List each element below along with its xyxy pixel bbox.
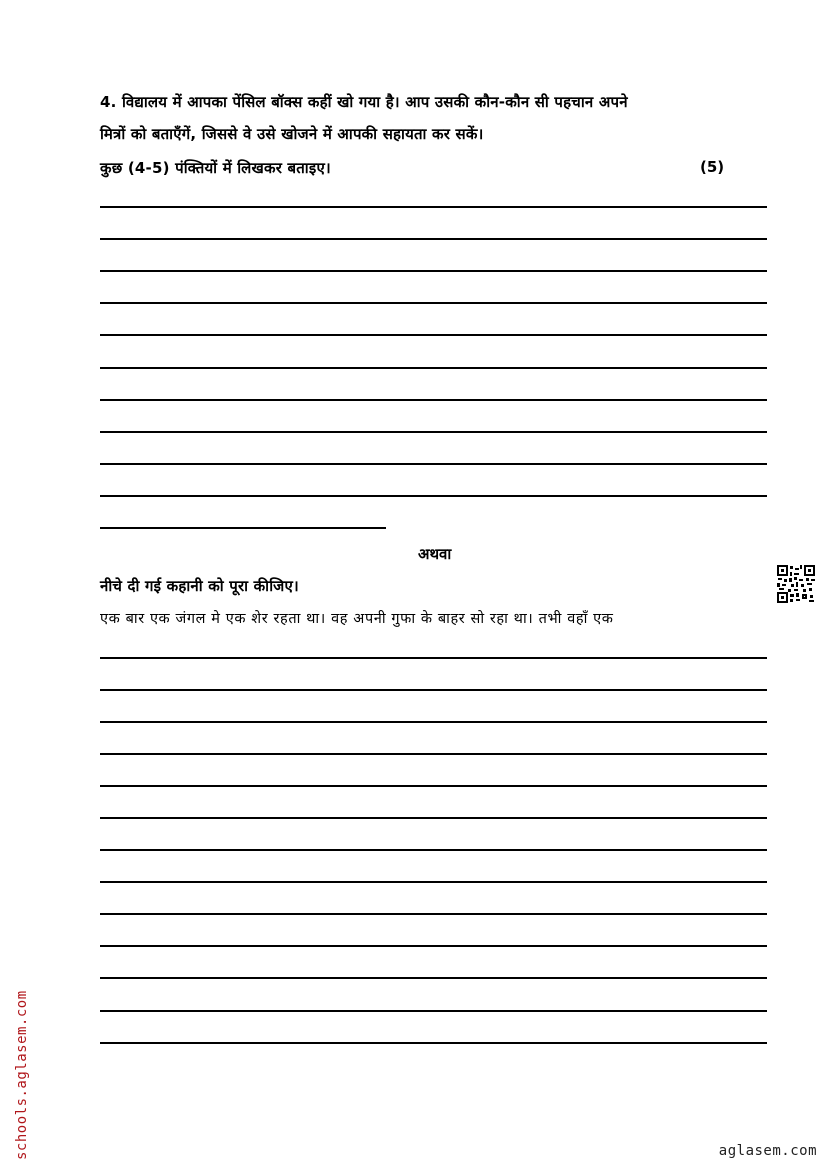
qr-code-icon[interactable] [776, 564, 816, 604]
story-line [100, 1010, 767, 1012]
side-watermark: schools.aglasem.com [14, 990, 30, 1160]
story-line [100, 881, 767, 883]
story-line [100, 1042, 767, 1044]
story-line [100, 721, 767, 723]
question-4-line2: मित्रों को बताएँगें, जिससे वे उसे खोजने में आपकी सहायता कर सकें। [100, 125, 484, 143]
story-line [100, 977, 767, 979]
answer-line [100, 334, 767, 336]
answer-line-short [100, 527, 386, 529]
answer-line [100, 206, 767, 208]
answer-line [100, 463, 767, 465]
answer-line [100, 495, 767, 497]
story-line [100, 785, 767, 787]
story-line [100, 753, 767, 755]
footer-watermark: aglasem.com [718, 1143, 817, 1159]
story-line [100, 913, 767, 915]
answer-line [100, 399, 767, 401]
answer-line [100, 431, 767, 433]
story-line [100, 817, 767, 819]
answer-line [100, 367, 767, 369]
question-marks: (5) [700, 158, 725, 176]
answer-line [100, 302, 767, 304]
question-4-line1: 4. विद्यालय में आपका पेंसिल बॉक्स कहीं खो गया है। आप उसकी कौन-कौन सी पहचान अपने [100, 93, 628, 111]
story-line [100, 945, 767, 947]
story-line [100, 689, 767, 691]
alternate-instruction: नीचे दी गई कहानी को पूरा कीजिए। [100, 577, 299, 595]
story-line [100, 849, 767, 851]
question-4-line3: कुछ (4-5) पंक्तियों में लिखकर बताइए। [100, 159, 331, 177]
story-line [100, 657, 767, 659]
answer-line [100, 238, 767, 240]
answer-line [100, 270, 767, 272]
or-divider: अथवा [418, 545, 452, 563]
story-start: एक बार एक जंगल मे एक शेर रहता था। वह अपनी गुफा के बाहर सो रहा था। तभी वहाँ एक [100, 611, 614, 627]
